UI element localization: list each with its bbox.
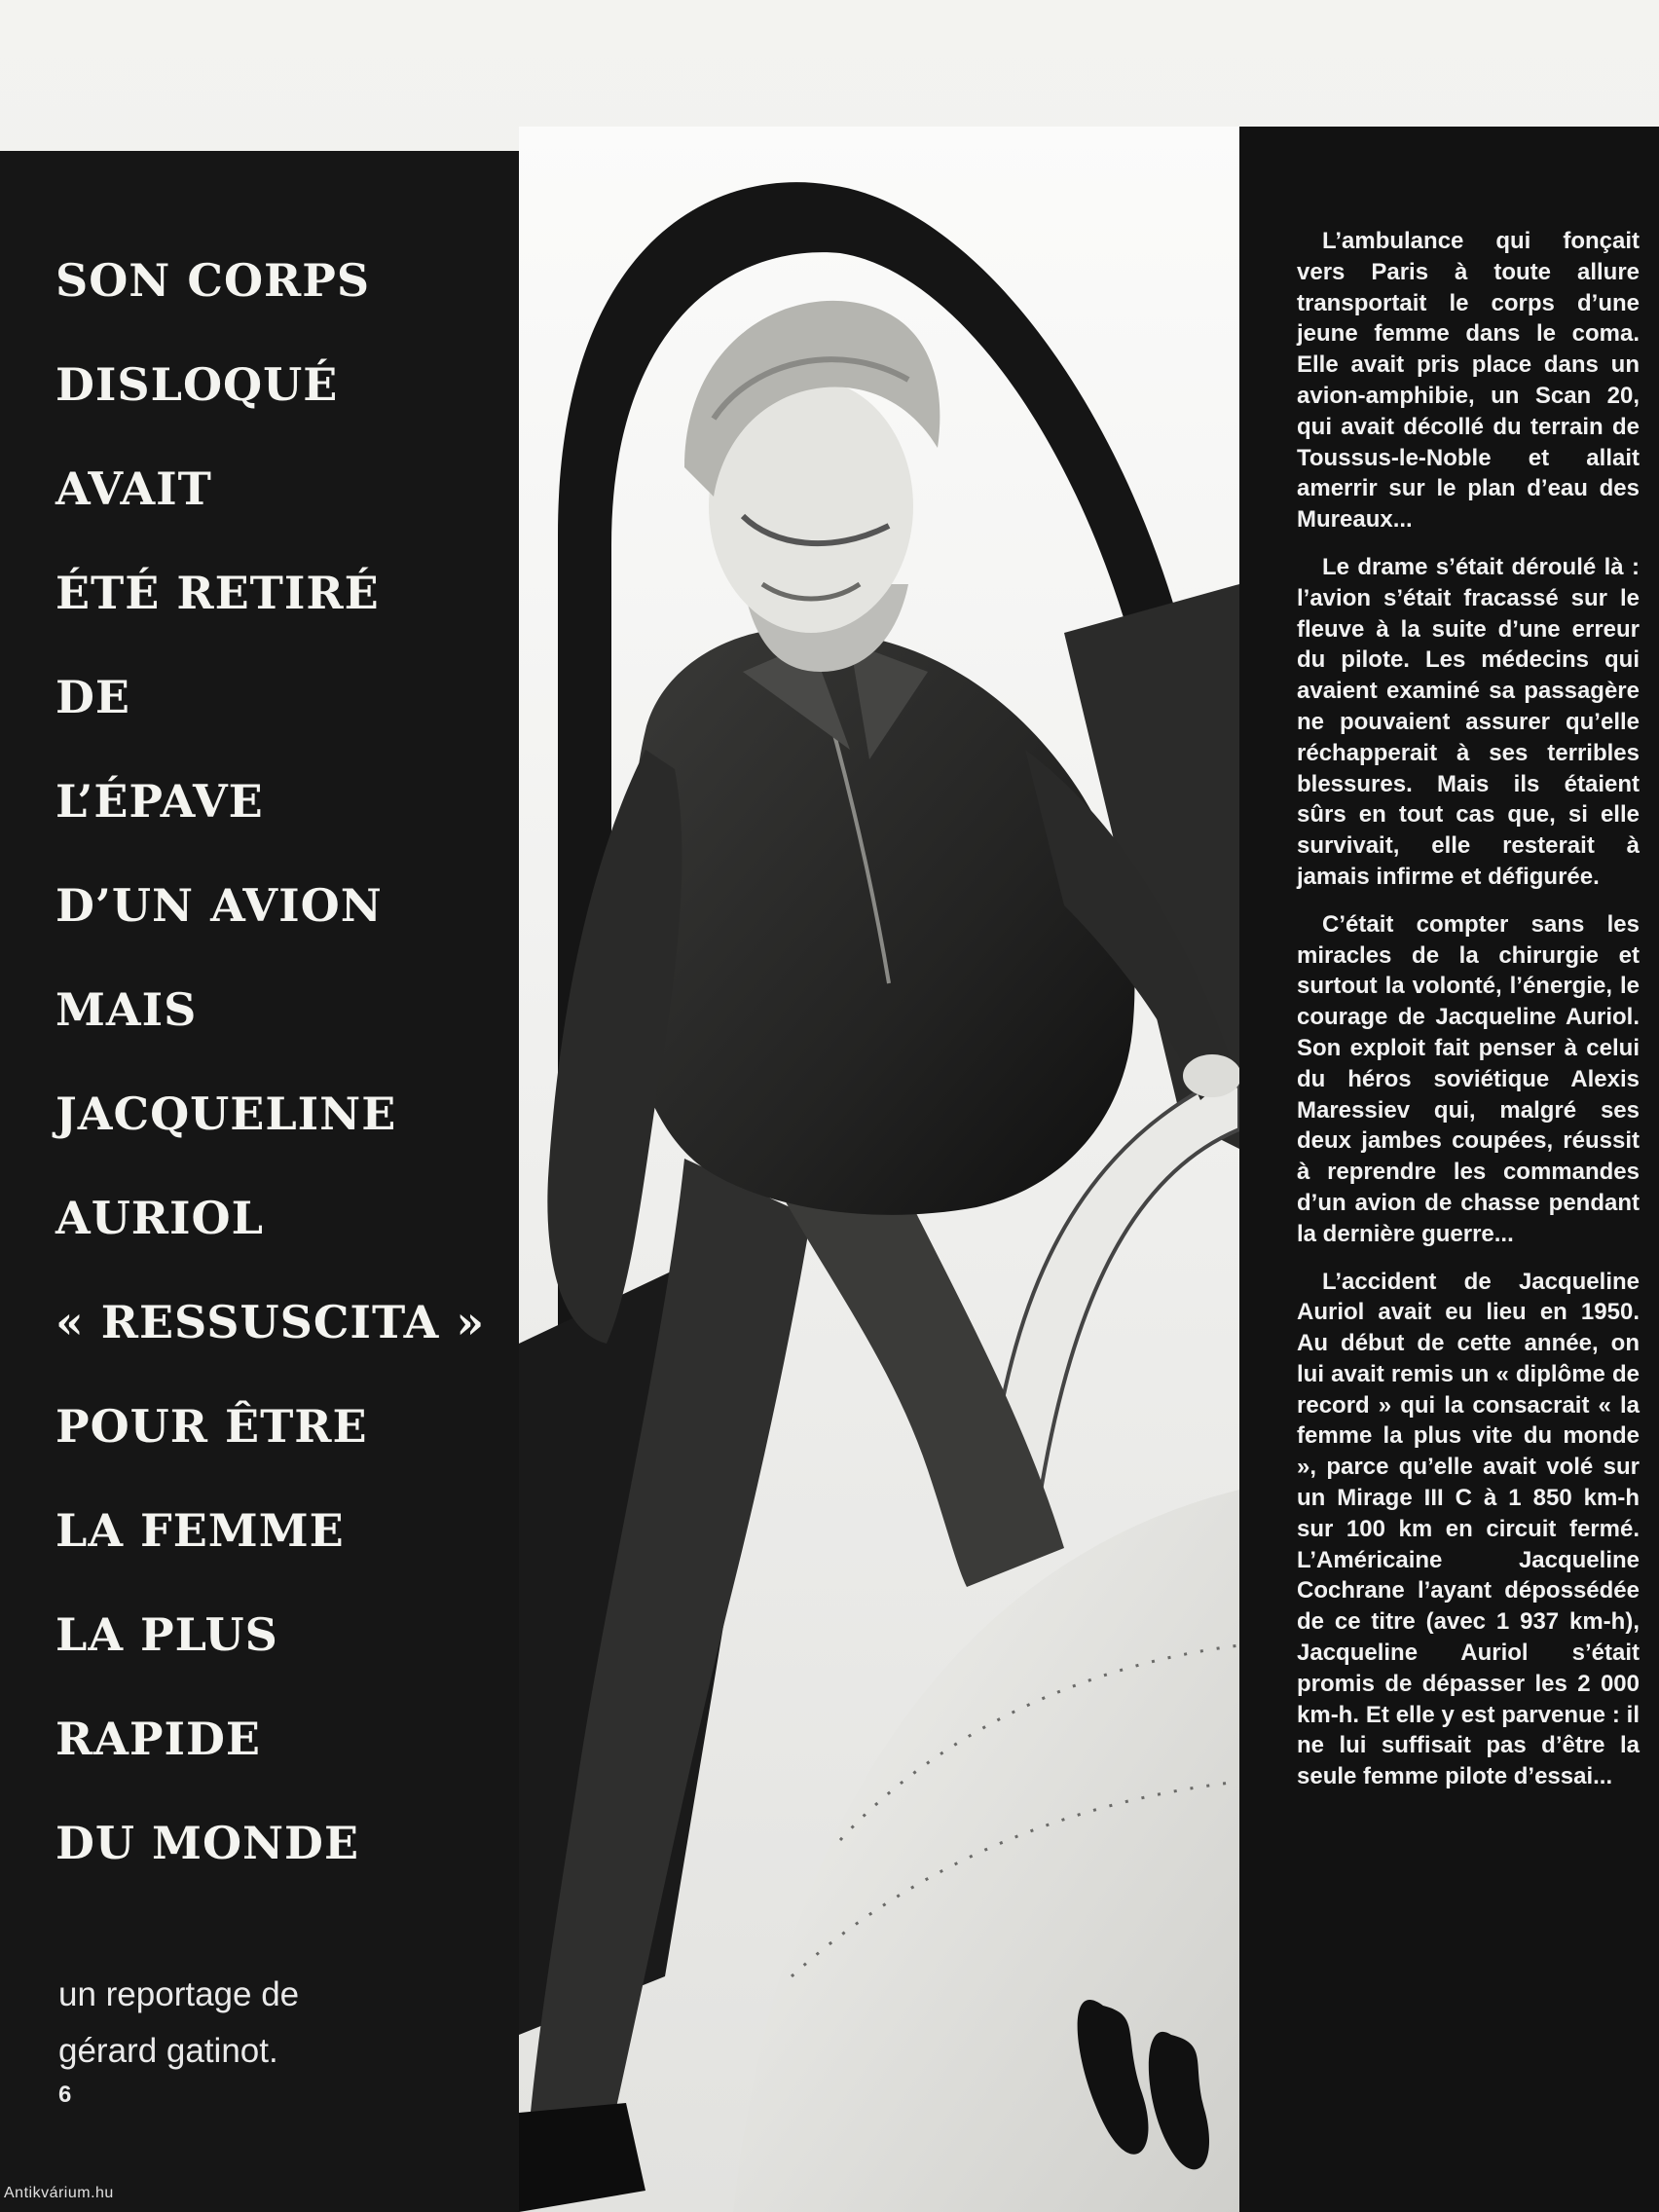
article-paragraph: L’accident de Jacqueline Auriol avait eu lieu en 1950. Au début de cette année, on lui avait remis un « diplôme de record » qui la consacrait « la femme la plus vite du monde », parce qu’elle avait volé sur un Mirage III C à 1 850 km-h sur 100 km en circuit fermé. L’Américaine Jacqueline Cochrane l’ayant dépossédée de ce titre (avec 1 937 km-h), Jacqueline Auriol s’était promis de dépasser les 2 000 km-h. Et elle y est parvenue : il ne lui suffisait pas d’être la seule femme pilote d’essai... xyxy=(1297,1268,1640,1790)
headline-line: JACQUELINE xyxy=(55,1088,397,1140)
headline-line: POUR ÊTRE xyxy=(55,1400,368,1453)
pilot-photo xyxy=(519,127,1239,2212)
headline-line: DU MONDE xyxy=(55,1817,360,1869)
headline-line: SON CORPS xyxy=(55,254,371,307)
headline-line: MAIS xyxy=(55,983,198,1036)
page-number: 6 xyxy=(58,2082,72,2108)
article-paragraph: C’était compter sans les miracles de la chirurgie et surtout la volonté, l’énergie, le courage de Jacqueline Auriol. Son exploit fait penser à celui du héros soviétique Alexis Maressiev qui, malgré ses deux jambes coupées, réussit à reprendre les commandes d’un avion de chasse pendant la dernière guerre... xyxy=(1297,910,1640,1247)
headline-line: ÉTÉ RETIRÉ xyxy=(55,567,380,619)
headline xyxy=(55,229,513,1896)
headline-line: D’UN AVION xyxy=(55,879,383,932)
headline-line: AVAIT xyxy=(55,462,212,515)
byline-line: un reportage de xyxy=(58,1975,300,2013)
article-paragraph: Le drame s’était déroulé là : l’avion s’était fracassé sur le fleuve à la suite d’une erreur du pilote. Les médecins qui avaient examiné sa passagère ne pouvaient assurer qu’elle réchapperait à ses terribles blessures. Mais ils étaient sûrs en tout cas que, si elle survivait, elle resterait à jamais infirme et défigurée. xyxy=(1297,553,1640,890)
watermark: Antikvárium.hu xyxy=(4,2185,114,2201)
headline-line: DISLOQUÉ xyxy=(55,358,339,411)
headline-line: RAPIDE xyxy=(55,1713,261,1765)
article-paragraph: L’ambulance qui fonçait vers Paris à toute allure transportait le corps d’une jeune femme dans le coma. Elle avait pris place dans un avion-amphibie, un Scan 20, qui avait décollé du terrain de Toussus-le-Noble et allait amerrir sur le plan d’eau des Mureaux... xyxy=(1297,228,1640,534)
headline-line: L’ÉPAVE xyxy=(55,775,264,828)
article-body xyxy=(1297,226,1640,1809)
headline-line: LA FEMME xyxy=(55,1504,345,1557)
headline-line: AURIOL xyxy=(55,1192,264,1244)
byline-line: gérard gatinot. xyxy=(58,2032,278,2070)
headline-line: LA PLUS xyxy=(55,1608,278,1661)
headline-line: DE xyxy=(55,671,130,723)
byline xyxy=(58,1967,487,2080)
headline-line: « RESSUSCITA » xyxy=(55,1296,486,1348)
